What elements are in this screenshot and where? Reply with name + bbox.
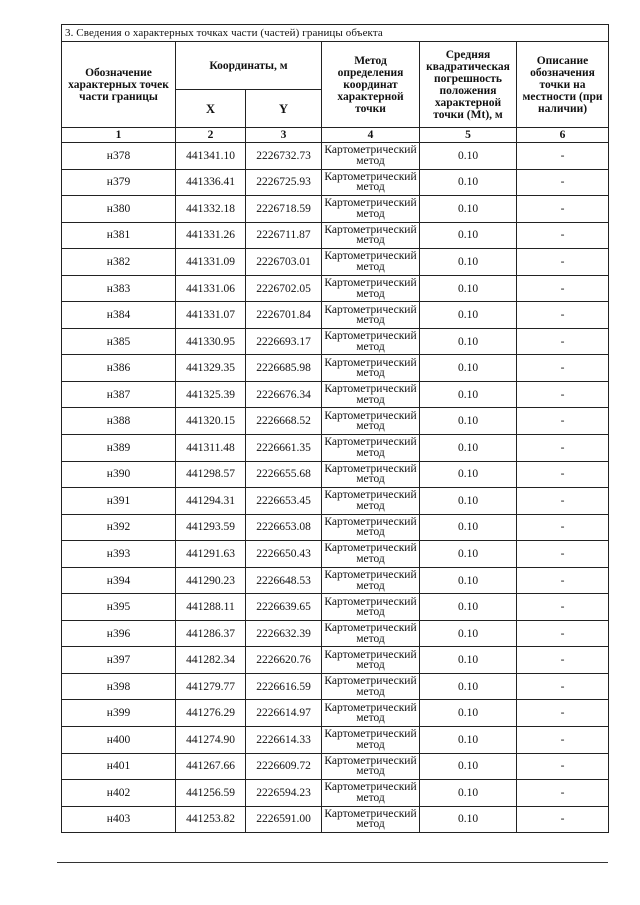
point-id-cell: н378 (62, 143, 176, 170)
x-coordinate-cell: 441330.95 (176, 328, 246, 355)
x-coordinate-cell: 441279.77 (176, 673, 246, 700)
method-line-2: метод (356, 552, 385, 565)
error-cell: 0.10 (420, 328, 517, 355)
method-line-2: метод (356, 818, 385, 831)
table-row (62, 196, 609, 223)
header-method: Метод определения координат характерной точки (322, 42, 420, 128)
y-coordinate-cell: 2226609.72 (246, 753, 322, 780)
y-coordinate-cell: 2226614.97 (246, 700, 322, 727)
table-row (62, 806, 609, 833)
method-cell (322, 169, 420, 196)
method-cell (322, 328, 420, 355)
error-cell: 0.10 (420, 541, 517, 568)
error-cell: 0.10 (420, 275, 517, 302)
method-line-2: метод (356, 287, 385, 300)
y-coordinate-cell: 2226703.01 (246, 249, 322, 276)
table-row (62, 753, 609, 780)
error-cell: 0.10 (420, 673, 517, 700)
method-cell (322, 620, 420, 647)
method-line-2: метод (356, 154, 385, 167)
method-cell (322, 143, 420, 170)
method-cell (322, 461, 420, 488)
method-line-1: Картометрический (324, 781, 417, 794)
error-cell: 0.10 (420, 302, 517, 329)
x-coordinate-cell: 441253.82 (176, 806, 246, 833)
point-id-cell: н384 (62, 302, 176, 329)
method-line-1: Картометрический (324, 754, 417, 767)
point-id-cell: н386 (62, 355, 176, 382)
method-line-2: метод (356, 738, 385, 751)
error-cell: 0.10 (420, 594, 517, 621)
description-cell: - (517, 302, 609, 329)
point-id-cell: н388 (62, 408, 176, 435)
table-row (62, 620, 609, 647)
method-line-1: Картометрический (324, 622, 417, 635)
x-coordinate-cell: 441331.09 (176, 249, 246, 276)
table-row (62, 222, 609, 249)
table-row (62, 435, 609, 462)
table-row (62, 567, 609, 594)
description-cell: - (517, 753, 609, 780)
method-line-2: метод (356, 207, 385, 220)
header-error: Средняя квадратическая погрешность положения характерной точки (Mt), м (420, 42, 517, 128)
method-line-1: Картометрический (324, 330, 417, 343)
error-cell: 0.10 (420, 222, 517, 249)
header-y: Y (246, 90, 322, 128)
y-coordinate-cell: 2226718.59 (246, 196, 322, 223)
method-cell (322, 647, 420, 674)
y-coordinate-cell: 2226702.05 (246, 275, 322, 302)
method-line-1: Картометрический (324, 277, 417, 289)
table-row (62, 594, 609, 621)
method-cell (322, 806, 420, 833)
y-coordinate-cell: 2226594.23 (246, 780, 322, 807)
point-id-cell: н398 (62, 673, 176, 700)
method-line-1: Картометрический (324, 462, 417, 475)
point-id-cell: н391 (62, 488, 176, 515)
column-number-row (62, 128, 609, 143)
column-number: 3 (246, 128, 322, 143)
description-cell: - (517, 514, 609, 541)
x-coordinate-cell: 441332.18 (176, 196, 246, 223)
x-coordinate-cell: 441341.10 (176, 143, 246, 170)
method-cell (322, 700, 420, 727)
method-cell (322, 249, 420, 276)
method-line-1: Картометрический (324, 250, 417, 263)
description-cell: - (517, 673, 609, 700)
description-cell: - (517, 408, 609, 435)
method-cell (322, 435, 420, 462)
x-coordinate-cell: 441331.26 (176, 222, 246, 249)
method-cell (322, 673, 420, 700)
section-title: 3. Сведения о характерных точках части (частей) границы объекта (62, 25, 609, 42)
y-coordinate-cell: 2226711.87 (246, 222, 322, 249)
point-id-cell: н383 (62, 275, 176, 302)
method-line-2: метод (356, 446, 385, 459)
description-cell: - (517, 222, 609, 249)
y-coordinate-cell: 2226676.34 (246, 381, 322, 408)
method-line-2: метод (356, 632, 385, 645)
error-cell: 0.10 (420, 381, 517, 408)
description-cell: - (517, 381, 609, 408)
description-cell: - (517, 328, 609, 355)
column-number: 2 (176, 128, 246, 143)
error-cell: 0.10 (420, 620, 517, 647)
method-cell (322, 753, 420, 780)
header-coordinates: Координаты, м (176, 42, 322, 90)
point-id-cell: н396 (62, 620, 176, 647)
table-row (62, 647, 609, 674)
method-line-2: метод (356, 367, 385, 380)
method-line-1: Картометрический (324, 595, 417, 608)
method-line-1: Картометрический (324, 436, 417, 449)
description-cell: - (517, 169, 609, 196)
method-line-2: метод (356, 314, 385, 327)
point-id-cell: н382 (62, 249, 176, 276)
description-cell: - (517, 461, 609, 488)
method-line-1: Картометрический (324, 807, 417, 820)
x-coordinate-cell: 441282.34 (176, 647, 246, 674)
error-cell: 0.10 (420, 700, 517, 727)
x-coordinate-cell: 441256.59 (176, 780, 246, 807)
description-cell: - (517, 541, 609, 568)
error-cell: 0.10 (420, 488, 517, 515)
point-id-cell: н390 (62, 461, 176, 488)
x-coordinate-cell: 441331.06 (176, 275, 246, 302)
description-cell: - (517, 727, 609, 754)
description-cell: - (517, 594, 609, 621)
method-cell (322, 381, 420, 408)
y-coordinate-cell: 2226668.52 (246, 408, 322, 435)
description-cell: - (517, 355, 609, 382)
point-id-cell: н380 (62, 196, 176, 223)
method-cell (322, 541, 420, 568)
error-cell: 0.10 (420, 355, 517, 382)
method-line-2: метод (356, 765, 385, 778)
table-row (62, 514, 609, 541)
error-cell: 0.10 (420, 647, 517, 674)
point-id-cell: н379 (62, 169, 176, 196)
error-cell: 0.10 (420, 780, 517, 807)
method-line-1: Картометрический (324, 675, 417, 688)
point-id-cell: н403 (62, 806, 176, 833)
error-cell: 0.10 (420, 435, 517, 462)
y-coordinate-cell: 2226661.35 (246, 435, 322, 462)
y-coordinate-cell: 2226639.65 (246, 594, 322, 621)
table-row (62, 780, 609, 807)
method-line-2: метод (356, 260, 385, 273)
x-coordinate-cell: 441267.66 (176, 753, 246, 780)
method-line-1: Картометрический (324, 648, 417, 661)
x-coordinate-cell: 441336.41 (176, 169, 246, 196)
error-cell: 0.10 (420, 249, 517, 276)
method-line-1: Картометрический (324, 569, 417, 582)
description-cell: - (517, 143, 609, 170)
error-cell: 0.10 (420, 567, 517, 594)
error-cell: 0.10 (420, 143, 517, 170)
point-id-cell: н393 (62, 541, 176, 568)
point-id-cell: н402 (62, 780, 176, 807)
method-line-1: Картометрический (324, 489, 417, 502)
method-line-2: метод (356, 606, 385, 619)
description-cell: - (517, 249, 609, 276)
description-cell: - (517, 780, 609, 807)
table-row (62, 169, 609, 196)
method-line-1: Картометрический (324, 170, 417, 183)
method-line-2: метод (356, 181, 385, 194)
description-cell: - (517, 275, 609, 302)
description-cell: - (517, 488, 609, 515)
x-coordinate-cell: 441329.35 (176, 355, 246, 382)
error-cell: 0.10 (420, 408, 517, 435)
table-row (62, 328, 609, 355)
y-coordinate-cell: 2226632.39 (246, 620, 322, 647)
table-row (62, 249, 609, 276)
method-cell (322, 408, 420, 435)
method-line-2: метод (356, 234, 385, 247)
method-line-1: Картометрический (324, 197, 417, 210)
description-cell: - (517, 567, 609, 594)
method-line-1: Картометрический (324, 409, 417, 422)
point-id-cell: н387 (62, 381, 176, 408)
y-coordinate-cell: 2226616.59 (246, 673, 322, 700)
method-cell (322, 567, 420, 594)
description-cell: - (517, 700, 609, 727)
method-line-1: Картометрический (324, 542, 417, 555)
footer-divider (57, 862, 608, 863)
y-coordinate-cell: 2226685.98 (246, 355, 322, 382)
boundary-points-table (61, 24, 609, 833)
table-row (62, 408, 609, 435)
y-coordinate-cell: 2226648.53 (246, 567, 322, 594)
x-coordinate-cell: 441290.23 (176, 567, 246, 594)
table-body (62, 143, 609, 833)
error-cell: 0.10 (420, 169, 517, 196)
point-id-cell: н389 (62, 435, 176, 462)
column-number: 5 (420, 128, 517, 143)
y-coordinate-cell: 2226653.45 (246, 488, 322, 515)
table-row (62, 381, 609, 408)
method-line-2: метод (356, 659, 385, 672)
method-line-2: метод (356, 579, 385, 592)
method-line-2: метод (356, 526, 385, 539)
method-line-2: метод (356, 791, 385, 804)
y-coordinate-cell: 2226650.43 (246, 541, 322, 568)
description-cell: - (517, 647, 609, 674)
header-x: X (176, 90, 246, 128)
y-coordinate-cell: 2226725.93 (246, 169, 322, 196)
method-cell (322, 594, 420, 621)
point-id-cell: н394 (62, 567, 176, 594)
table-row (62, 355, 609, 382)
method-line-1: Картометрический (324, 303, 417, 316)
method-line-1: Картометрический (324, 356, 417, 369)
method-cell (322, 355, 420, 382)
table-row (62, 275, 609, 302)
method-cell (322, 727, 420, 754)
point-id-cell: н381 (62, 222, 176, 249)
point-id-cell: н395 (62, 594, 176, 621)
x-coordinate-cell: 441320.15 (176, 408, 246, 435)
column-number: 4 (322, 128, 420, 143)
method-cell (322, 780, 420, 807)
table-row (62, 143, 609, 170)
method-line-2: метод (356, 499, 385, 512)
error-cell: 0.10 (420, 514, 517, 541)
description-cell: - (517, 806, 609, 833)
point-id-cell: н397 (62, 647, 176, 674)
y-coordinate-cell: 2226591.00 (246, 806, 322, 833)
x-coordinate-cell: 441274.90 (176, 727, 246, 754)
header-designation: Обозначение характерных точек части границы (62, 42, 176, 128)
y-coordinate-cell: 2226655.68 (246, 461, 322, 488)
x-coordinate-cell: 441294.31 (176, 488, 246, 515)
y-coordinate-cell: 2226701.84 (246, 302, 322, 329)
x-coordinate-cell: 441331.07 (176, 302, 246, 329)
method-cell (322, 275, 420, 302)
error-cell: 0.10 (420, 461, 517, 488)
method-cell (322, 514, 420, 541)
method-line-2: метод (356, 340, 385, 353)
table-row (62, 673, 609, 700)
x-coordinate-cell: 441293.59 (176, 514, 246, 541)
method-cell (322, 302, 420, 329)
point-id-cell: н399 (62, 700, 176, 727)
method-line-2: метод (356, 712, 385, 725)
y-coordinate-cell: 2226614.33 (246, 727, 322, 754)
table-row (62, 727, 609, 754)
method-line-2: метод (356, 393, 385, 406)
method-line-1: Картометрический (324, 383, 417, 396)
point-id-cell: н400 (62, 727, 176, 754)
table-row (62, 488, 609, 515)
method-line-2: метод (356, 685, 385, 698)
method-line-1: Картометрический (324, 515, 417, 528)
description-cell: - (517, 435, 609, 462)
method-cell (322, 196, 420, 223)
table-row (62, 700, 609, 727)
method-line-2: метод (356, 420, 385, 433)
x-coordinate-cell: 441291.63 (176, 541, 246, 568)
method-cell (322, 488, 420, 515)
method-line-1: Картометрический (324, 144, 417, 157)
description-cell: - (517, 196, 609, 223)
error-cell: 0.10 (420, 753, 517, 780)
y-coordinate-cell: 2226620.76 (246, 647, 322, 674)
method-line-1: Картометрический (324, 728, 417, 741)
description-cell: - (517, 620, 609, 647)
x-coordinate-cell: 441286.37 (176, 620, 246, 647)
method-line-2: метод (356, 473, 385, 486)
x-coordinate-cell: 441298.57 (176, 461, 246, 488)
table-row (62, 302, 609, 329)
y-coordinate-cell: 2226732.73 (246, 143, 322, 170)
x-coordinate-cell: 441325.39 (176, 381, 246, 408)
error-cell: 0.10 (420, 727, 517, 754)
header-description: Описание обозначения точки на местности (при наличии) (517, 42, 609, 128)
error-cell: 0.10 (420, 806, 517, 833)
method-line-1: Картометрический (324, 701, 417, 714)
point-id-cell: н385 (62, 328, 176, 355)
point-id-cell: н392 (62, 514, 176, 541)
y-coordinate-cell: 2226693.17 (246, 328, 322, 355)
method-line-1: Картометрический (324, 223, 417, 236)
x-coordinate-cell: 441276.29 (176, 700, 246, 727)
table-row (62, 541, 609, 568)
x-coordinate-cell: 441311.48 (176, 435, 246, 462)
table-row (62, 461, 609, 488)
method-cell (322, 222, 420, 249)
y-coordinate-cell: 2226653.08 (246, 514, 322, 541)
x-coordinate-cell: 441288.11 (176, 594, 246, 621)
point-id-cell: н401 (62, 753, 176, 780)
error-cell: 0.10 (420, 196, 517, 223)
column-number: 6 (517, 128, 609, 143)
column-number: 1 (62, 128, 176, 143)
